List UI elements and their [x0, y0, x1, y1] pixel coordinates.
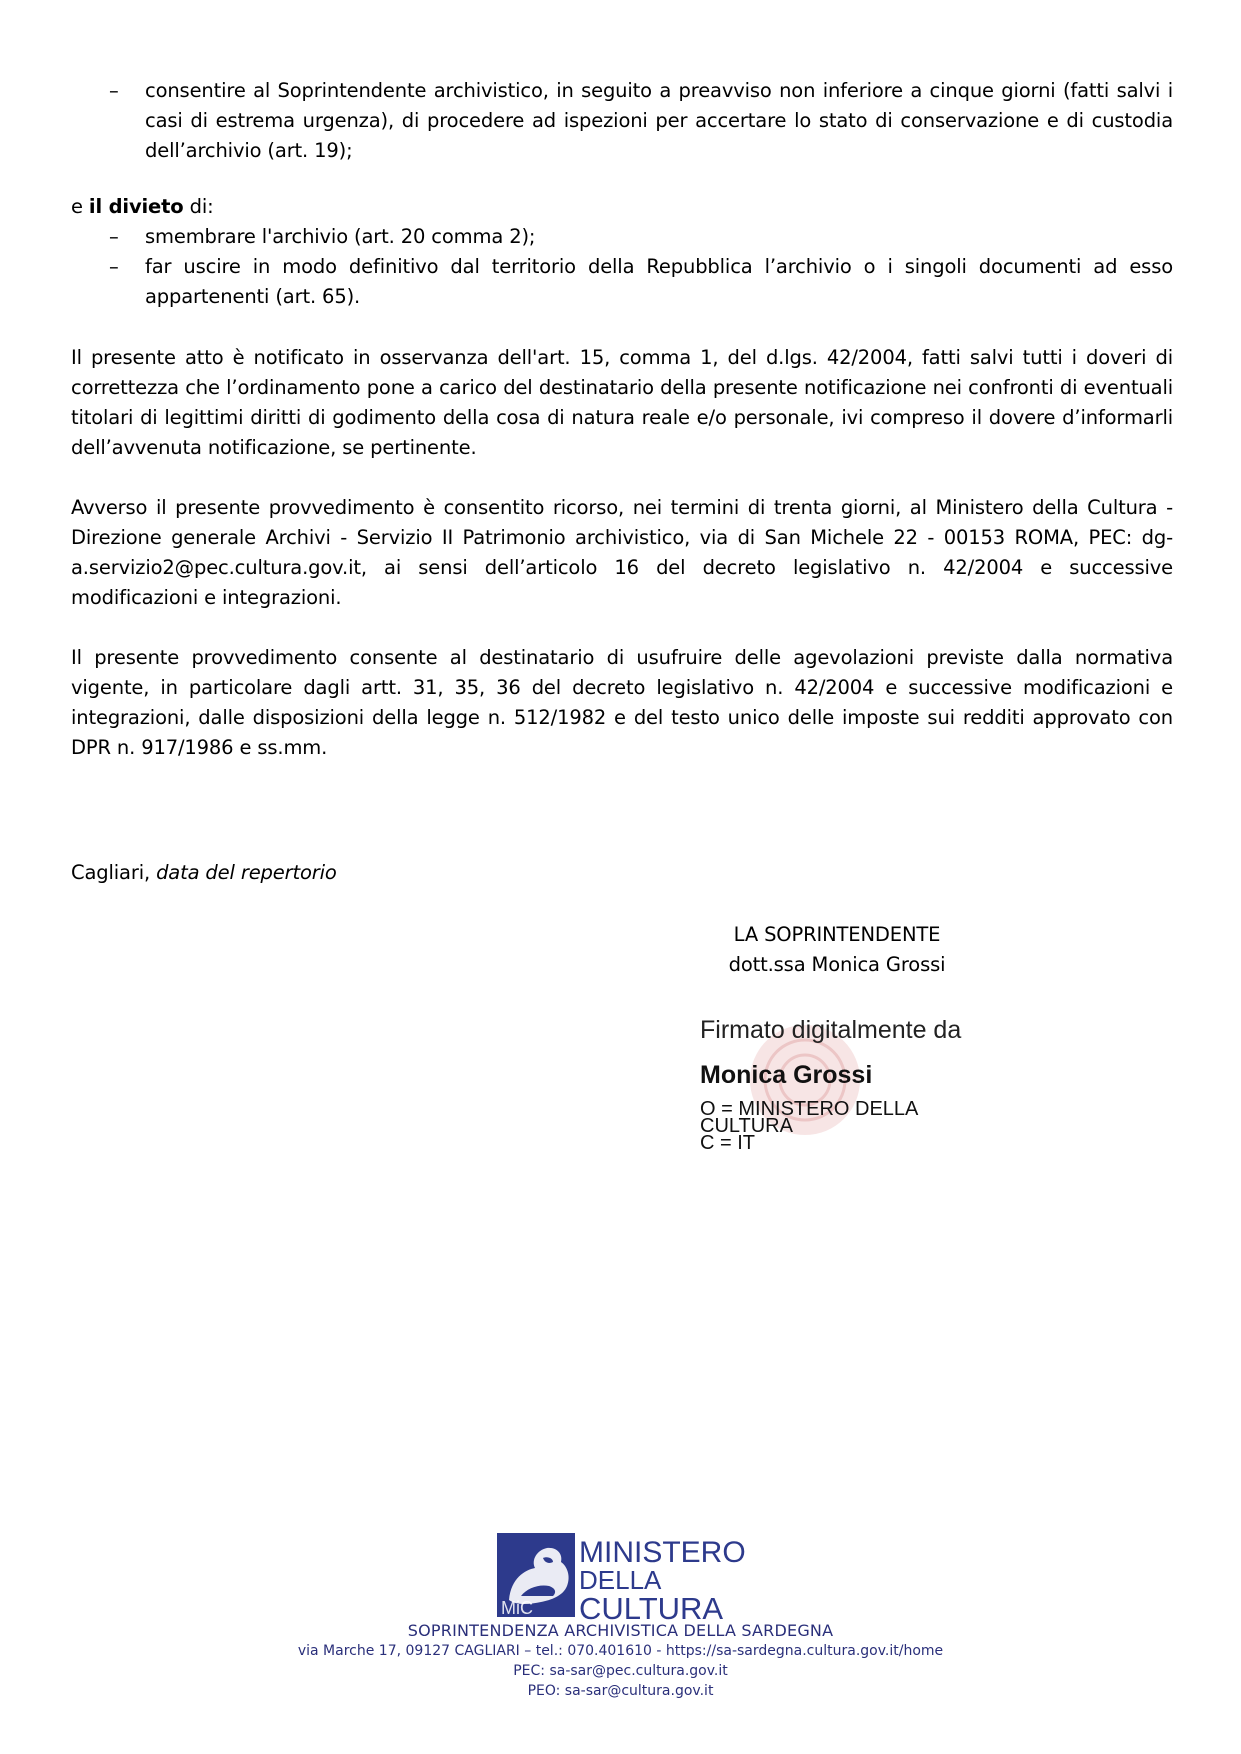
footer-org: SOPRINTENDENZA ARCHIVISTICA DELLA SARDEGNA [407, 1621, 834, 1640]
divieto-section [71, 192, 1173, 312]
svg-text:CULTURA: CULTURA [579, 1591, 724, 1620]
place-date: Cagliari, data del repertorio [71, 861, 337, 884]
date-placeholder: data del repertorio [156, 861, 337, 884]
list-dash: – [109, 255, 119, 278]
stamp-signed-by: Firmato digitalmente da [700, 1016, 962, 1044]
digital-signature-stamp [700, 1005, 1020, 1175]
obligations-list [71, 76, 1173, 166]
divieto-heading: e il divieto di: [71, 195, 214, 218]
list-dash: – [109, 79, 119, 102]
list-item-text: far uscire in modo definitivo dal territorio della Repubblica l’archivio o i singoli documenti ad esso appartenenti (art. 65). [145, 255, 1173, 308]
stamp-signer: Monica Grossi [700, 1061, 873, 1089]
svg-text:MiC: MiC [501, 1598, 533, 1618]
list-dash: – [109, 225, 119, 248]
ministry-logo [497, 1530, 747, 1620]
list-item-text: smembrare l'archivio (art. 20 comma 2); [145, 225, 536, 248]
list-item [71, 252, 1173, 312]
svg-text:MINISTERO: MINISTERO [579, 1536, 746, 1569]
mic-logo-icon [497, 1530, 747, 1620]
paragraph-agevolazioni: Il presente provvedimento consente al destinatario di usufruire delle agevolazioni previste dalla normativa vigente, in particolare dagli artt. 31, 35, 36 del decreto legislativo n. 42/2004 e successive modificazioni e integrazioni, dalle disposizioni della legge n. 512/1982 e del testo unico delle imposte sui redditi approvato con DPR n. 917/1986 e ss.mm. [71, 646, 1173, 759]
stamp-details: O = MINISTERO DELLA CULTURA C = IT [700, 1098, 919, 1154]
svg-text:DELLA: DELLA [579, 1565, 662, 1595]
signature-name: dott.ssa Monica Grossi [728, 953, 946, 976]
list-item [71, 222, 1173, 252]
divieto-bold: il divieto [88, 195, 184, 218]
paragraph-ricorso: Avverso il presente provvedimento è consentito ricorso, nei termini di trenta giorni, al Ministero della Cultura - Direzione generale Archivi - Servizio II Patrimonio archivistico, via di San Michele 22 - 00153 ROMA, PEC: dg-a.servizio2@pec.cultura.gov.it, ai sensi dell’articolo 16 del decreto legislativo n. 42/2004 e successive modificazioni e integrazioni. [71, 496, 1173, 609]
list-item-text: consentire al Soprintendente archivistico, in seguito a preavviso non inferiore a cinque giorni (fatti salvi i casi di estrema urgenza), di procedere ad ispezioni per accertare lo stato di conservazione e di custodia dell’archivio (art. 19); [145, 79, 1173, 162]
paragraph-notifica: Il presente atto è notificato in osservanza dell'art. 15, comma 1, del d.lgs. 42/2004, fatti salvi tutti i doveri di correttezza che l’ordinamento pone a carico del destinatario della presente notificazione nei confronti di eventuali titolari di legittimi diritti di godimento della cosa di natura reale e/o personale, ivi compreso il dovere d’informarli dell’avvenuta notificazione, se pertinente. [71, 346, 1173, 459]
footer-peo: PEO: sa-sar@cultura.gov.it [527, 1683, 714, 1699]
signature-role: LA SOPRINTENDENTE [733, 923, 941, 946]
footer-address: via Marche 17, 09127 CAGLIARI – tel.: 070.401610 - https://sa-sardegna.cultura.gov.it/home [297, 1643, 944, 1659]
list-item [71, 76, 1173, 166]
footer-pec: PEC: sa-sar@pec.cultura.gov.it [513, 1663, 728, 1679]
